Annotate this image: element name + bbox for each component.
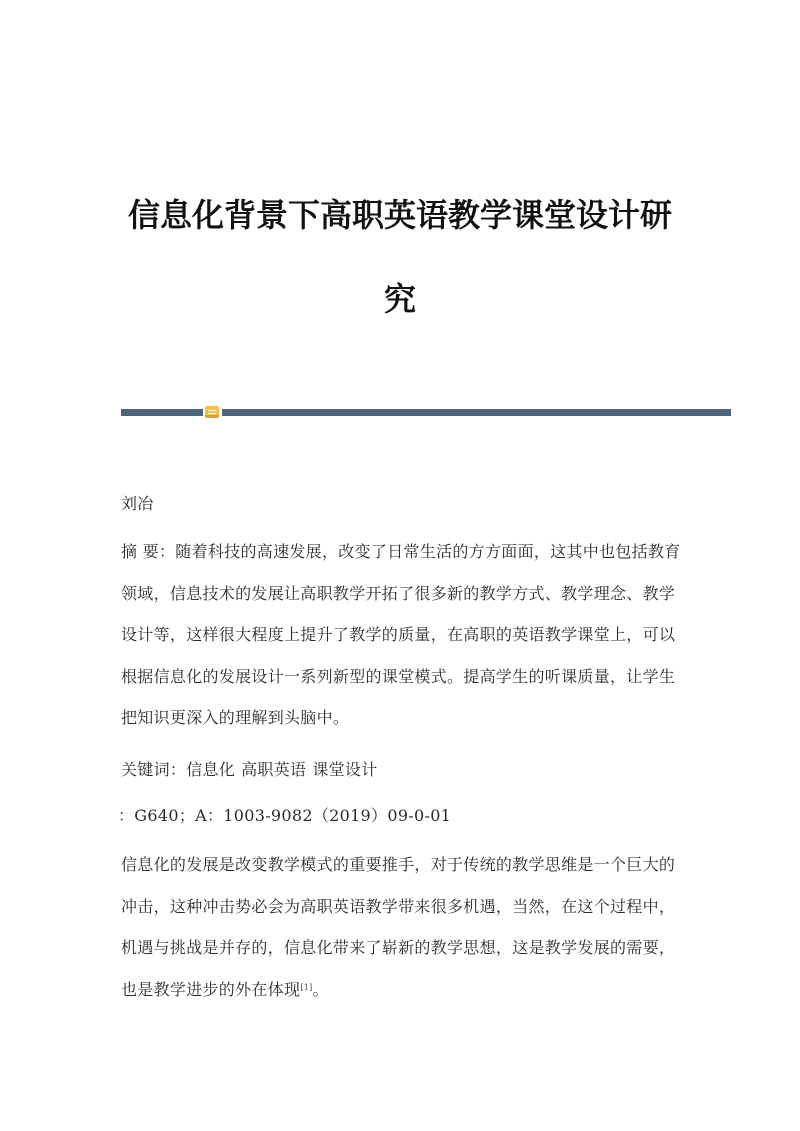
- classification-code: ：G640；A：1003-9082（2019）09-0-01: [118, 806, 452, 825]
- body-line-text: 也是教学进步的外在体现: [121, 980, 301, 999]
- body-line: 机遇与挑战是并存的，信息化带来了崭新的教学思想，这是教学发展的需要，: [121, 938, 676, 957]
- body-line: 冲击，这种冲击势必会为高职英语教学带来很多机遇，当然，在这个过程中，: [121, 897, 676, 916]
- body-line-last: [121, 982, 681, 998]
- title-line-1: 信息化背景下高职英语教学课堂设计研: [127, 196, 672, 234]
- document-icon: [205, 406, 219, 418]
- keyword-item: 信息化: [186, 760, 236, 779]
- title-line-2: 究: [383, 280, 416, 318]
- abstract-line: 根据信息化的发展设计一系列新型的课堂模式。提高学生的听课质量，让学生: [121, 667, 676, 686]
- keyword-item: 课堂设计: [312, 760, 378, 779]
- abstract-line: 领域，信息技术的发展让高职教学开拓了很多新的教学方式、教学理念、教学: [121, 584, 676, 603]
- abstract-line: 设计等，这样很大程度上提升了教学的质量，在高职的英语教学课堂上，可以: [121, 625, 676, 644]
- body-line-end: 。: [312, 980, 329, 999]
- keywords: [121, 762, 681, 778]
- keywords-label: 关键词：: [121, 760, 187, 779]
- divider-bar-right: [222, 409, 731, 416]
- abstract-line: 把知识更深入的理解到头脑中。: [121, 708, 350, 727]
- abstract-line: 摘 要：随着科技的高速发展，改变了日常生活的方方面面，这其中也包括教育: [121, 542, 681, 561]
- divider-bar-left: [121, 409, 203, 416]
- citation-marker[interactable]: [1]: [300, 983, 313, 992]
- body-line: 信息化的发展是改变教学模式的重要推手，对于传统的教学思维是一个巨大的: [121, 855, 676, 874]
- author-name: 刘冶: [121, 494, 154, 513]
- keyword-item: 高职英语: [241, 760, 307, 779]
